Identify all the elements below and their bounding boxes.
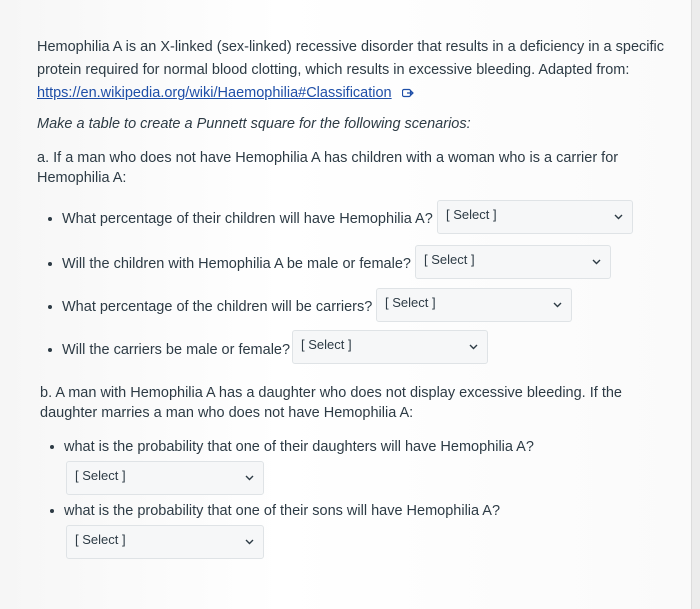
select-value: [ Select ]	[75, 532, 126, 547]
question-a1-text: What percentage of their children will have Hemophilia A?	[62, 211, 433, 227]
instruction-text: Make a table to create a Punnett square for the following scenarios:	[37, 116, 471, 132]
question-b2-select[interactable]	[66, 525, 264, 559]
intro-line-2: protein required for normal blood clotting, which results in excessive bleeding. Adapted from:	[37, 62, 630, 78]
chevron-down-icon	[469, 344, 478, 350]
question-a1-select[interactable]	[437, 200, 633, 234]
chevron-down-icon	[553, 302, 562, 308]
question-b1-text: what is the probability that one of their daughters will have Hemophilia A?	[64, 439, 534, 455]
question-a4-select[interactable]	[292, 330, 488, 364]
chevron-down-icon	[245, 475, 254, 481]
question-b2-text: what is the probability that one of their sons will have Hemophilia A?	[64, 503, 501, 519]
scenario-b-line-2: daughter marries a man who does not have Hemophilia A:	[40, 405, 414, 421]
select-value: [ Select ]	[75, 468, 126, 483]
scenario-b-line-1: b. A man with Hemophilia A has a daughter who does not display excessive bleeding. If the	[40, 385, 622, 401]
select-value: [ Select ]	[301, 337, 352, 352]
question-a2-select[interactable]	[415, 245, 611, 279]
chevron-down-icon	[592, 259, 601, 265]
question-a4-text: Will the carriers be male or female?	[62, 342, 291, 358]
scrollbar-edge[interactable]	[691, 0, 700, 609]
source-link-row	[37, 83, 664, 106]
intro-paragraph	[37, 37, 664, 106]
select-value: [ Select ]	[446, 207, 497, 222]
scenario-a-line-2: Hemophilia A:	[37, 170, 127, 186]
question-b1-select[interactable]	[66, 461, 264, 495]
chevron-down-icon	[245, 539, 254, 545]
scenario-a-line-1: a. If a man who does not have Hemophilia A has children with a woman who is a carrier for	[37, 150, 619, 166]
select-value: [ Select ]	[424, 252, 475, 267]
question-a2-text: Will the children with Hemophilia A be male or female?	[62, 256, 411, 272]
intro-line-1: Hemophilia A is an X-linked (sex-linked) recessive disorder that results in a deficiency in a specific	[37, 39, 665, 55]
external-link-icon[interactable]	[402, 88, 414, 98]
source-link[interactable]: https://en.wikipedia.org/wiki/Haemophilia#Classification	[37, 85, 392, 101]
chevron-down-icon	[614, 214, 623, 220]
question-a3-text: What percentage of the children will be carriers?	[62, 299, 373, 315]
question-a3-select[interactable]	[376, 288, 572, 322]
select-value: [ Select ]	[385, 295, 436, 310]
